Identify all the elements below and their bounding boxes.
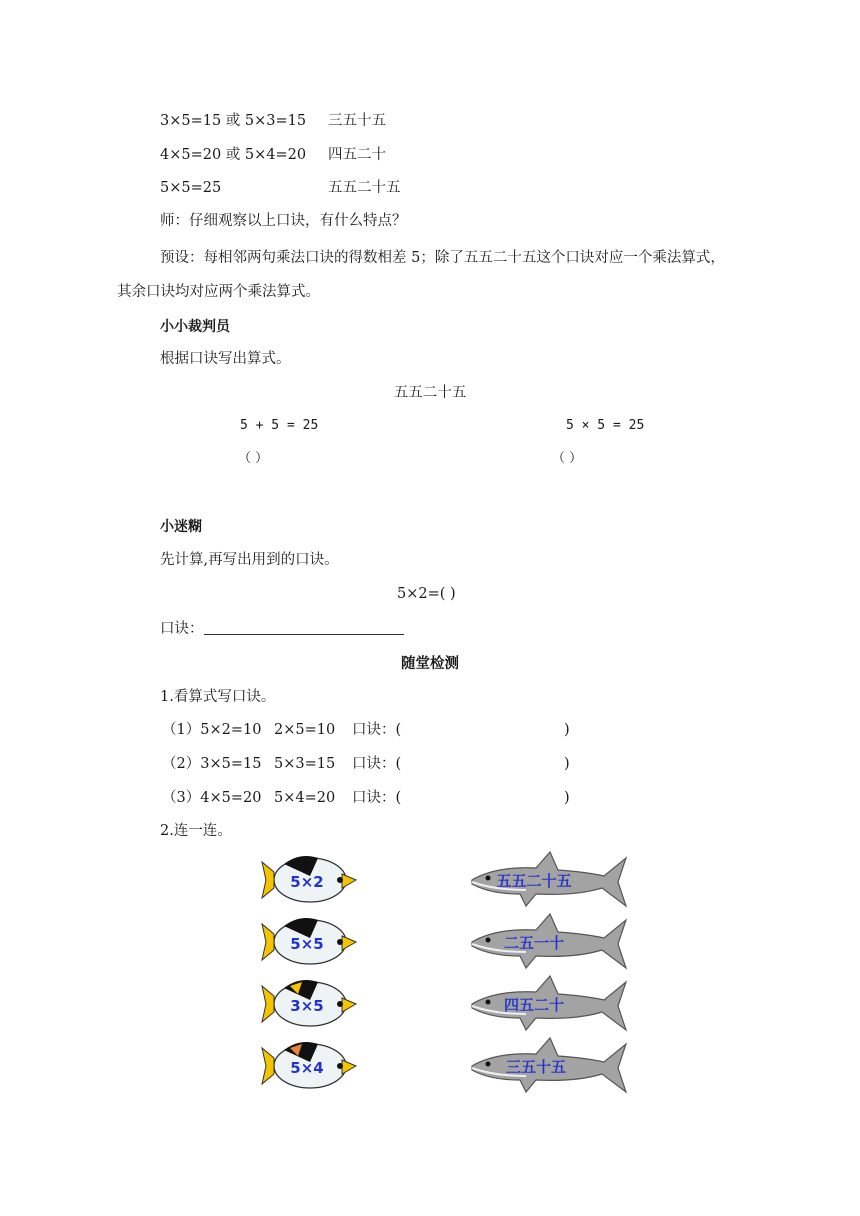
- quiz-item-3-label: 口诀：(: [352, 790, 402, 806]
- rhyme-text-1: 三五十五: [328, 113, 386, 129]
- quiz-item-3-eq1: （3）4×5=20: [162, 790, 262, 806]
- quiz-question-1: 1.看算式写口诀。: [160, 689, 276, 705]
- judge-right-answer-blank[interactable]: （ ）: [552, 451, 583, 466]
- preset-line-2: 其余口诀均对应两个乘法算式。: [117, 284, 320, 300]
- teacher-question: 师：仔细观察以上口诀，有什么特点？: [160, 213, 407, 229]
- fish-card-1[interactable]: [260, 850, 360, 906]
- rhyme-text-3: 五五二十五: [328, 180, 401, 196]
- shark-label-2: 二五一十: [503, 934, 565, 952]
- judge-heading: 小小裁判员: [160, 319, 230, 335]
- quiz-item-3-close: ): [564, 790, 570, 806]
- shark-card-4[interactable]: [466, 1036, 630, 1098]
- confused-rhyme-label: 口诀：: [160, 621, 204, 637]
- rhyme-eq-1: 3×5=15 或 5×3=15: [160, 113, 307, 129]
- fish-card-4[interactable]: [260, 1036, 360, 1092]
- quiz-item-2-eq2: 5×3=15: [274, 756, 336, 772]
- judge-left-equation: 5 + 5 = 25: [240, 418, 319, 433]
- rhyme-eq-3: 5×5=25: [160, 180, 222, 196]
- judge-right-equation: 5 × 5 = 25: [566, 418, 645, 433]
- judge-left-answer-blank[interactable]: （ ）: [238, 451, 269, 466]
- shark-label-4: 三五十五: [505, 1058, 567, 1076]
- confused-rhyme-blank[interactable]: [204, 620, 404, 635]
- confused-rhyme-line: [160, 620, 404, 638]
- confused-problem: 5×2=( ): [397, 586, 456, 602]
- shark-card-1[interactable]: [466, 850, 630, 912]
- quiz-item-1-eq1: （1）5×2=10: [162, 722, 262, 738]
- quiz-item-2-close: ): [564, 756, 570, 772]
- quiz-item-2-label: 口诀：(: [352, 756, 402, 772]
- quiz-item-1-close: ): [564, 722, 570, 738]
- preset-line-1: 预设：每相邻两句乘法口诀的得数相差 5；除了五五二十五这个口诀对应一个乘法算式，: [160, 250, 725, 266]
- quiz-heading: 随堂检测: [401, 656, 459, 672]
- confused-instruction: 先计算,再写出用到的口诀。: [160, 552, 339, 568]
- judge-instruction: 根据口诀写出算式。: [160, 351, 291, 367]
- shark-label-1: 五五二十五: [496, 872, 572, 890]
- quiz-item-1-eq2: 2×5=10: [274, 722, 336, 738]
- fish-label-1: 5×2: [290, 873, 324, 891]
- shark-label-3: 四五二十: [503, 996, 565, 1014]
- quiz-item-1-label: 口诀：(: [352, 722, 402, 738]
- rhyme-text-2: 四五二十: [328, 147, 386, 163]
- fish-label-4: 5×4: [290, 1059, 324, 1077]
- fish-label-3: 3×5: [290, 997, 324, 1015]
- rhyme-eq-2: 4×5=20 或 5×4=20: [160, 147, 307, 163]
- confused-heading: 小迷糊: [160, 519, 202, 535]
- fish-card-2[interactable]: [260, 912, 360, 968]
- quiz-item-2-eq1: （2）3×5=15: [162, 756, 262, 772]
- judge-rhyme: 五五二十五: [393, 385, 467, 401]
- shark-card-2[interactable]: [466, 912, 630, 974]
- quiz-item-3-eq2: 5×4=20: [274, 790, 336, 806]
- fish-label-2: 5×5: [290, 935, 324, 953]
- fish-card-3[interactable]: [260, 974, 360, 1030]
- shark-card-3[interactable]: [466, 974, 630, 1036]
- quiz-question-2: 2.连一连。: [160, 823, 232, 839]
